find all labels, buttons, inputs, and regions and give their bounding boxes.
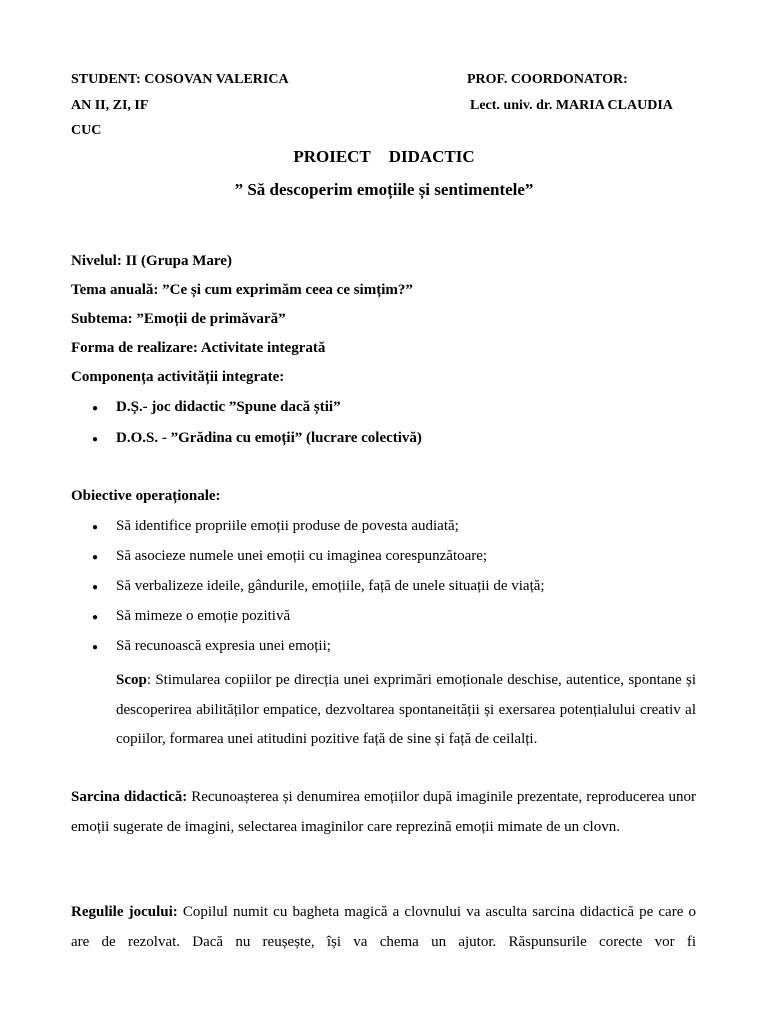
student-name: STUDENT: COSOVAN VALERICA — [71, 72, 289, 87]
component-item: D.Ș.- joc didactic ”Spune dacă știi” — [116, 399, 341, 415]
component-item: D.O.S. - ”Grădina cu emoții” (lucrare colectivă) — [116, 430, 422, 446]
scop-paragraph — [116, 666, 696, 755]
sarcina-paragraph — [71, 783, 696, 842]
objective-item: Să verbalizeze ideile, gândurile, emoțiile, față de unele situații de viață; — [116, 578, 545, 594]
bullet-icon: ● — [92, 522, 99, 533]
bullet-icon: ● — [92, 582, 99, 593]
scop-text: : Stimularea copiilor pe direcția unei exprimări emoționale deschise, autentice, spontane și descoperirea abilităților empatice, dezvoltarea spontaneității și exersarea potențialului creativ al copiilor, formarea unei atitudini pozitive față de sine și față de ceilalți. — [116, 672, 696, 747]
coordinator-label: PROF. COORDONATOR: — [467, 72, 628, 87]
university: CUC — [71, 123, 102, 138]
bullet-icon: ● — [92, 552, 99, 563]
bullet-icon: ● — [92, 434, 99, 445]
bullet-icon: ● — [92, 642, 99, 653]
tema-line: Tema anuală: ”Ce și cum exprimăm ceea ce simțim?” — [71, 282, 413, 298]
objective-item: Să recunoască expresia unei emoții; — [116, 638, 331, 654]
bullet-icon: ● — [92, 612, 99, 623]
document-title: PROIECT DIDACTIC — [293, 147, 475, 166]
bullet-icon: ● — [92, 403, 99, 414]
componenta-heading: Componența activității integrate: — [71, 369, 285, 385]
scop-label: Scop — [116, 672, 147, 688]
sarcina-text: Recunoașterea și denumirea emoțiilor după imaginile prezentate, reproducerea unor emoții sugerate de imagini, selectarea imaginilor care reprezină emoții mimate de un clovn. — [71, 789, 696, 835]
reguli-paragraph — [71, 898, 696, 957]
nivel-line: Nivelul: II (Grupa Mare) — [71, 253, 232, 269]
forma-line: Forma de realizare: Activitate integrată — [71, 340, 326, 356]
reguli-text: Copilul numit cu bagheta magică a clovnului va asculta sarcina didactică pe care o are de rezolvat. Dacă nu reușește, își va chema un ajutor. Răspunsurile corecte vor fi — [71, 904, 696, 950]
objective-item: Să asocieze numele unei emoții cu imaginea corespunzătoare; — [116, 548, 488, 564]
objectives-heading: Obiective operaționale: — [71, 488, 221, 504]
document-subtitle: ” Să descoperim emoțiile și sentimentele” — [234, 180, 534, 199]
coordinator-name: Lect. univ. dr. MARIA CLAUDIA — [470, 98, 673, 113]
reguli-label: Regulile jocului: — [71, 904, 178, 920]
objective-item: Să identifice propriile emoții produse de povesta audiată; — [116, 518, 459, 534]
subtema-line: Subtema: ”Emoții de primăvară” — [71, 311, 286, 327]
sarcina-label: Sarcina didactică: — [71, 789, 188, 805]
student-year: AN II, ZI, IF — [71, 98, 149, 113]
objective-item: Să mimeze o emoție pozitivă — [116, 608, 291, 624]
